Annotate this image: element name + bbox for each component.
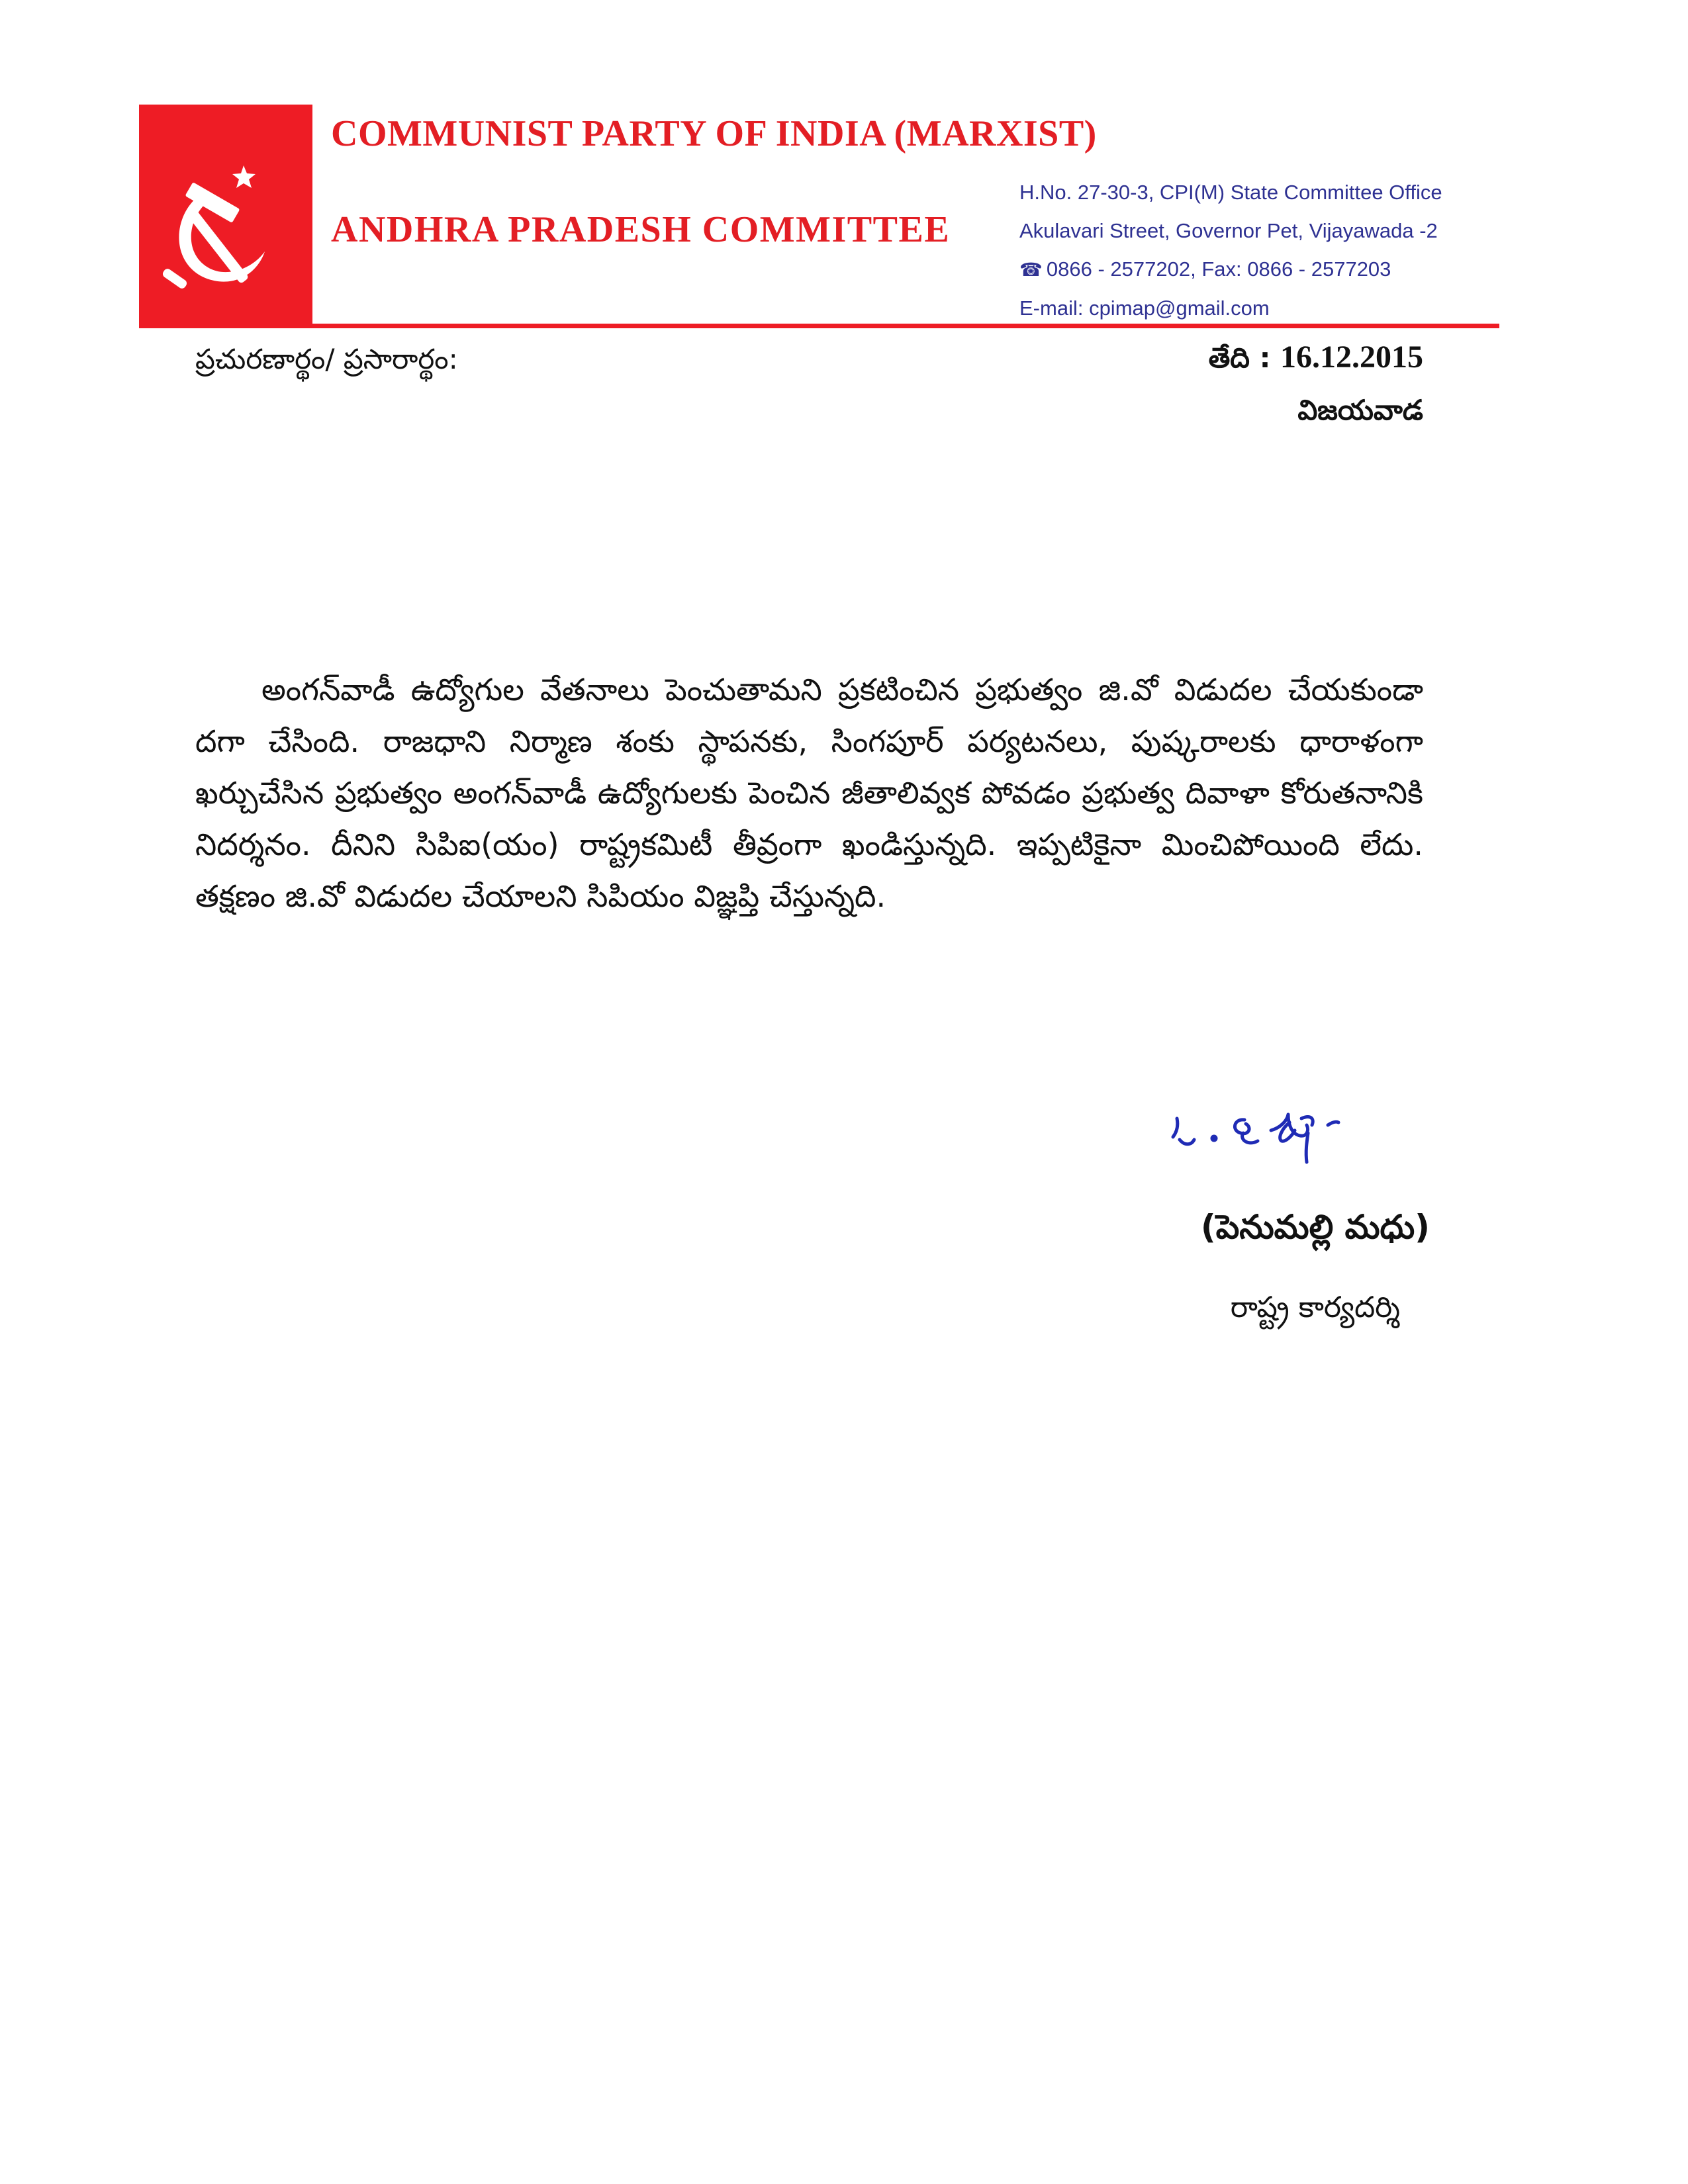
party-logo — [139, 105, 312, 328]
place: విజయవాడ — [1297, 394, 1423, 426]
hammer-and-sickle-icon — [139, 105, 312, 328]
phone-fax: 0866 - 2577202, Fax: 0866 - 2577203 — [1046, 257, 1391, 281]
press-label: ప్రచురణార్థం/ ప్రసారార్థం: — [195, 343, 458, 375]
org-name: COMMUNIST PARTY OF INDIA (MARXIST) — [331, 113, 1097, 154]
press-release-body: అంగన్‌వాడీ ఉద్యోగుల వేతనాలు పెంచుతామని ప్రకటించిన ప్రభుత్వం జి.వో విడుదల చేయకుండా దగా చేసింది. రాజధాని నిర్మాణ శంకు స్థాపనకు, సింగపూర్ పర్యటనలు, పుష్కరాలకు ధారాళంగా ఖర్చుచేసిన ప్రభుత్వం అంగన్‌వాడీ ఉద్యోగులకు పెంచిన జీతాలివ్వక పోవడం ప్రభుత్వ దివాళా కోరుతనానికి నిదర్శనం. దీనిని సిపిఐ(యం) రాష్ట్రకమిటీ తీవ్రంగా ఖండిస్తున్నది. ఇప్పటికైనా మించిపోయింది లేదు. తక్షణం జి.వో విడుదల చేయాలని సిపియం విజ్ఞప్తి చేస్తున్నది. — [195, 672, 1423, 914]
email-line: E-mail: cpimap@gmail.com — [1019, 296, 1270, 320]
date-line — [1209, 339, 1423, 381]
handwritten-signature — [1165, 1099, 1443, 1198]
star-icon — [232, 165, 256, 188]
signatory-title: రాష్ట్ర కార్యదర్శి — [1230, 1291, 1400, 1324]
date-label: తేది : — [1208, 341, 1271, 374]
address-block — [1019, 173, 1442, 328]
committee-name: ANDHRA PRADESH COMMITTEE — [331, 209, 951, 250]
header-divider — [139, 324, 1499, 328]
phone-line — [1019, 250, 1442, 289]
phone-icon: ☎ — [1019, 259, 1043, 280]
address-line-2: Akulavari Street, Governor Pet, Vijayawada -2 — [1019, 219, 1438, 242]
signatory-name: (పెనుమల్లి మధు) — [1200, 1208, 1430, 1246]
date-value: 16.12.2015 — [1280, 340, 1423, 375]
address-line-1: H.No. 27-30-3, CPI(M) State Committee Office — [1019, 181, 1442, 204]
